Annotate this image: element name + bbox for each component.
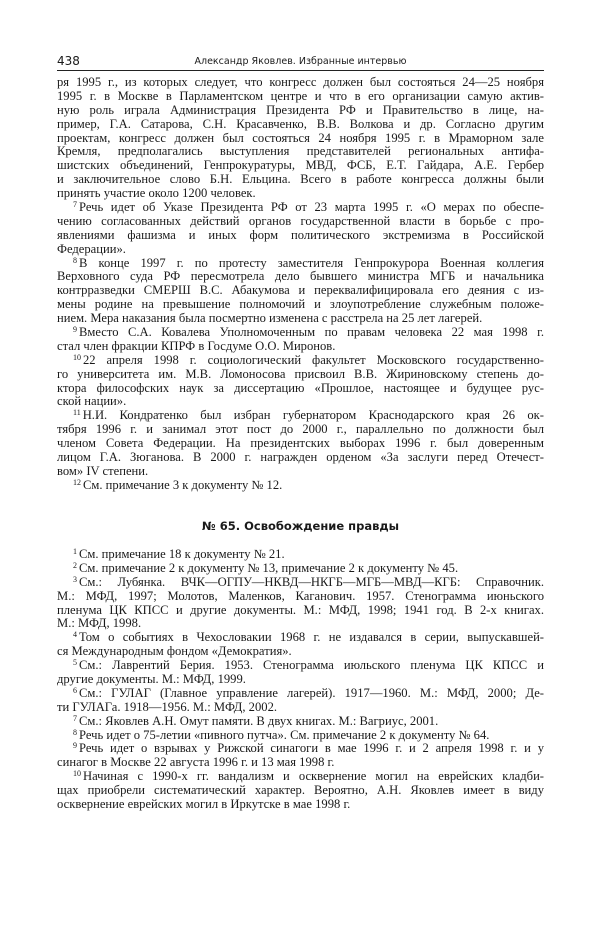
footnote-8 xyxy=(57,729,544,743)
text-line xyxy=(57,215,544,229)
footnote-number: 4 xyxy=(73,630,77,640)
text-line xyxy=(57,159,544,173)
line-text: См.: Лубянка. ВЧК—ОГПУ—НКВД—НКГБ—МГБ—МВД—КГБ: Справочник. xyxy=(79,574,544,589)
text-line xyxy=(57,701,544,715)
footnote-11 xyxy=(57,409,544,478)
text-line xyxy=(57,604,544,618)
page-number: 438 xyxy=(57,54,80,68)
line-text: Речь идет об Указе Президента РФ от 23 марта 1995 г. «О мерах по обеспе- xyxy=(79,200,544,215)
text-line xyxy=(57,687,544,701)
text-line xyxy=(57,756,544,770)
section-heading: № 65. Освобождение правды xyxy=(201,519,400,533)
line-text: 22 апреля 1998 г. социологический факультет Московского государственно- xyxy=(83,352,544,367)
running-title: Александр Яковлев. Избранные интервью xyxy=(194,56,407,67)
footnote-number: 12 xyxy=(73,477,81,487)
footnote-number: 7 xyxy=(73,200,77,210)
text-line xyxy=(57,673,544,687)
line-text: мены родине на превышение полномочий и злоупотребление служебным положе- xyxy=(57,297,544,312)
footnote-1 xyxy=(57,548,544,562)
text-line xyxy=(57,465,544,479)
line-text: и заключительное слово Б.Н. Ельцина. Всего в работе конгресса должны были xyxy=(57,172,544,187)
line-text: чению согласованных действий органов государственной власти в борьбе с про- xyxy=(57,213,544,228)
text-line xyxy=(57,340,544,354)
line-text: Верховного суда РФ пересмотрела дело бывшего министра МГБ и начальника xyxy=(57,269,544,284)
line-text: контрразведки СМЕРШ В.С. Абакумова и переквалифицировала его деяния с из- xyxy=(57,283,544,298)
text-line xyxy=(57,187,544,201)
footnote-number: 1 xyxy=(73,547,77,556)
footnote-10 xyxy=(57,354,544,410)
footnote-6 xyxy=(57,687,544,715)
footnote-number: 8 xyxy=(73,727,77,737)
line-text: другие документы. М.: МФД, 1999. xyxy=(57,672,246,687)
line-text: См.: Лаврентий Берия. 1953. Стенограмма июльского пленума ЦК КПСС и xyxy=(79,658,544,673)
footnote-number: 8 xyxy=(73,255,77,265)
text-line xyxy=(57,284,544,298)
text-line xyxy=(57,173,544,187)
text-line xyxy=(57,368,544,382)
text-line xyxy=(57,784,544,798)
line-text: Вместо С.А. Ковалева Уполномоченным по правам человека 22 мая 1998 г. xyxy=(79,325,544,340)
text-line xyxy=(57,76,544,90)
line-text: ся Международным фондом «Демократия». xyxy=(57,644,292,659)
footnotes-document-65 xyxy=(57,548,544,812)
text-line xyxy=(57,617,544,631)
line-text: тября 1996 г. и занимал этот пост до 2000 г., параллельно по должности был xyxy=(57,422,544,437)
footnote-number: 10 xyxy=(73,769,81,779)
text-line xyxy=(57,118,544,132)
footnote-3 xyxy=(57,576,544,632)
footnote-number: 6 xyxy=(73,685,77,695)
text-line xyxy=(57,354,544,368)
line-text: членом Совета Федерации. На президентских выборах 1996 г. был доверенным xyxy=(57,436,544,451)
line-text: М.: МФД, 1998. xyxy=(57,616,142,631)
line-text: явлениями фашизма и иных форм политического экстремизма в Российской xyxy=(57,227,544,242)
line-text: стал член фракции КПРФ в Госдуме О.О. Миронов. xyxy=(57,338,336,353)
line-text: ской нации». xyxy=(57,394,127,409)
text-line xyxy=(57,298,544,312)
line-text: См.: ГУЛАГ (Главное управление лагерей). 1917—1960. М.: МФД, 2000; Де- xyxy=(79,685,544,700)
text-line xyxy=(57,326,544,340)
line-text: принять участие около 1200 человек. xyxy=(57,186,256,201)
line-text: ктора философских наук за диссертацию «Прошлое, настоящее и будущее рус- xyxy=(57,380,544,395)
footnote-8 xyxy=(57,257,544,326)
line-text: Федерации». xyxy=(57,241,126,256)
footnote-number: 5 xyxy=(73,658,77,668)
footnote-4 xyxy=(57,631,544,659)
line-text: щах приобрели систематический характер. Вероятно, А.Н. Яковлев имеет в виду xyxy=(57,783,544,798)
text-line xyxy=(57,90,544,104)
text-line xyxy=(57,562,544,576)
line-text: нием. Мера наказания была посмертно изменена с расстрела на 25 лет лагерей. xyxy=(57,311,483,326)
footnote-10 xyxy=(57,770,544,812)
footnote-12 xyxy=(57,479,544,493)
line-text: лицом Г.А. Зюганова. В 2000 г. награжден орденом «За заслуги перед Отечест- xyxy=(57,450,544,465)
text-line xyxy=(57,479,544,493)
footnote-number: 10 xyxy=(73,352,81,362)
line-text: пример, Г.А. Сатарова, С.Н. Красавченко, В.В. Волкова и др. Согласно другим xyxy=(57,116,544,131)
line-text: Н.И. Кондратенко был избран губернатором Краснодарского края 26 ок- xyxy=(82,408,544,423)
text-line xyxy=(57,715,544,729)
text-line xyxy=(57,145,544,159)
footnote-number: 2 xyxy=(73,560,77,570)
line-text: го университета им. М.В. Ломоносова присвоил В.В. Жириновскому степень до- xyxy=(57,366,544,381)
text-line xyxy=(57,548,544,562)
text-line xyxy=(57,590,544,604)
footnote-2 xyxy=(57,562,544,576)
footnote-number: 7 xyxy=(73,713,77,723)
text-line xyxy=(57,243,544,257)
text-line xyxy=(57,257,544,271)
text-line xyxy=(57,576,544,590)
text-line xyxy=(57,437,544,451)
page-header xyxy=(57,54,544,71)
line-text: Том о событиях в Чехословакии 1968 г. не издавался в серии, выпускавшей- xyxy=(79,630,544,645)
text-line xyxy=(57,312,544,326)
line-text: Речь идет о 75-летии «пивного путча». См. примечание 2 к документу № 64. xyxy=(79,727,490,742)
line-text: осквернение еврейских могил в Иркутске в мае 1998 г. xyxy=(57,797,351,812)
text-line xyxy=(57,229,544,243)
text-line xyxy=(57,382,544,396)
footnotes-continued xyxy=(57,76,544,493)
line-text: ти ГУЛАГа. 1918—1956. М.: МФД, 2002. xyxy=(57,699,278,714)
line-text: 1995 г. в Москве в Парламентском центре и что в его организации самую актив- xyxy=(57,88,544,103)
text-line xyxy=(57,659,544,673)
text-line xyxy=(57,645,544,659)
line-text: См.: Яковлев А.Н. Омут памяти. В двух книгах. М.: Вагриус, 2001. xyxy=(79,713,439,728)
footnote-9 xyxy=(57,742,544,770)
text-line xyxy=(57,798,544,812)
line-text: пленума ЦК КПСС и другие документы. М.: МФД, 1998; 1941 год. В 2-х книгах. xyxy=(57,602,544,617)
text-line xyxy=(57,201,544,215)
text-line xyxy=(57,395,544,409)
footnote-number: 3 xyxy=(73,574,77,584)
text-line xyxy=(57,451,544,465)
footnote-9 xyxy=(57,326,544,354)
line-text: проектам, конгресс должен был состояться 24 ноября 1995 г. в Мраморном зале xyxy=(57,130,544,145)
line-text: вом» IV степени. xyxy=(57,463,149,478)
line-text: Начиная с 1990-х гг. вандализм и осквернение могил на еврейских кладби- xyxy=(83,769,544,784)
text-line xyxy=(57,770,544,784)
footnote-7 xyxy=(57,715,544,729)
line-text: См. примечание 2 к документу № 13, примечание 2 к документу № 45. xyxy=(79,560,459,575)
line-text: Кремля, предполагались выступления представителей региональных антифа- xyxy=(57,144,544,159)
line-text: В конце 1997 г. по протесту заместителя Генпрокурора Военная коллегия xyxy=(79,255,544,270)
footnote-7 xyxy=(57,201,544,257)
text-line xyxy=(57,104,544,118)
line-text: синагог в Москве 22 августа 1996 г. и 13 мая 1998 г. xyxy=(57,755,335,770)
text-line xyxy=(57,409,544,423)
footnote-number: 9 xyxy=(73,741,77,751)
line-text: См. примечание 18 к документу № 21. xyxy=(79,547,285,561)
line-text: Речь идет о взрывах у Рижской синагоги в мае 1996 г. и 2 апреля 1998 г. и у xyxy=(79,741,544,756)
footnote-number: 9 xyxy=(73,325,77,335)
line-text: См. примечание 3 к документу № 12. xyxy=(83,477,283,492)
text-line xyxy=(57,270,544,284)
text-line xyxy=(57,729,544,743)
line-text: М.: МФД, 1997; Молотов, Маленков, Каганович. 1957. Стенограмма июньского xyxy=(57,588,544,603)
line-text: шистских объединений, Генпрокуратуры, МВД, ФСБ, Е.Т. Гайдара, А.Е. Гербер xyxy=(57,158,544,173)
footnote-5 xyxy=(57,659,544,687)
text-line xyxy=(57,631,544,645)
text-line xyxy=(57,742,544,756)
footnote-continuation xyxy=(57,76,544,201)
line-text: ря 1995 г., из которых следует, что конгресс должен был состояться 24—25 ноября xyxy=(57,75,544,89)
text-line xyxy=(57,132,544,146)
footnote-number: 11 xyxy=(73,408,81,418)
text-line xyxy=(57,423,544,437)
line-text: ную роль играла Администрация Президента РФ и Правительство в лице, на- xyxy=(57,102,544,117)
